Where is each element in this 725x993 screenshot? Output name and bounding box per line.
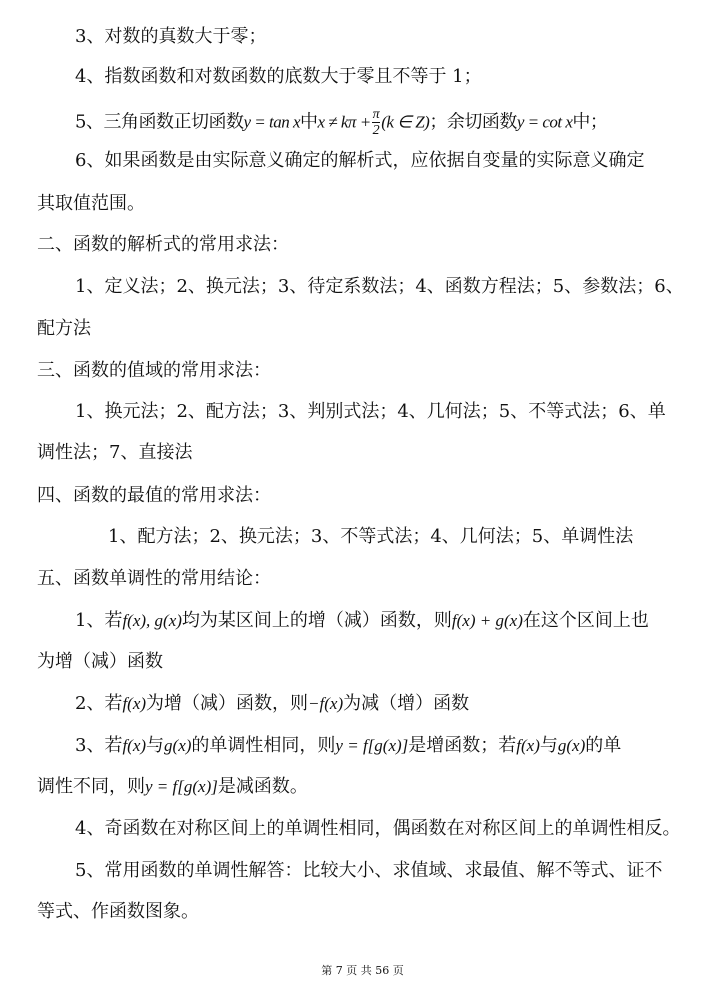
text-line bbox=[108, 525, 633, 549]
math-expression: −f(x) bbox=[308, 694, 344, 713]
text-segment: 调性不同，则 bbox=[37, 776, 145, 797]
math-expression: (k ∈ Z) bbox=[381, 112, 430, 132]
math-expression: f(x) + g(x) bbox=[451, 611, 523, 630]
text-segment: 其取值范围。 bbox=[37, 193, 145, 214]
math-expression: y = tan x bbox=[243, 112, 300, 132]
text-segment: 3、若 bbox=[75, 735, 123, 756]
text-line bbox=[37, 233, 289, 257]
text-line bbox=[37, 484, 271, 508]
math-expression: f(x) bbox=[122, 736, 147, 755]
text-line bbox=[75, 692, 469, 716]
text-line bbox=[37, 359, 271, 383]
text-segment: 1、若 bbox=[75, 610, 123, 631]
text-segment: 等式、作函数图象。 bbox=[37, 901, 199, 922]
text-line bbox=[75, 609, 649, 633]
math-expression: f(x) bbox=[516, 736, 540, 755]
text-segment: 为减（增）函数 bbox=[343, 693, 470, 714]
text-segment: 3、对数的真数大于零； bbox=[75, 26, 267, 47]
text-segment: 5、常用函数的单调性解答：比较大小、求值域、求最值、解不等式、证不 bbox=[75, 860, 663, 881]
text-line bbox=[75, 817, 680, 841]
math-expression: f(x) bbox=[122, 694, 147, 713]
text-segment: 2、若 bbox=[75, 693, 123, 714]
text-segment: 调性法；7、直接法 bbox=[37, 442, 193, 463]
text-segment: 四、函数的最值的常用求法： bbox=[37, 485, 271, 506]
text-line bbox=[37, 650, 163, 674]
text-segment: 是减函数。 bbox=[217, 776, 308, 797]
fraction-numerator: π bbox=[372, 107, 380, 122]
text-segment: 与 bbox=[146, 735, 165, 756]
text-line bbox=[37, 441, 192, 465]
page-footer: 第 7 页 共 56 页 bbox=[321, 964, 404, 977]
text-line bbox=[75, 107, 607, 138]
text-line bbox=[75, 859, 662, 883]
math-expression: f(x), g(x) bbox=[122, 611, 182, 630]
text-line bbox=[75, 275, 684, 299]
math-expression: g(x) bbox=[164, 736, 192, 755]
text-line bbox=[75, 65, 482, 89]
text-segment: 与 bbox=[539, 735, 558, 756]
text-line bbox=[37, 900, 199, 924]
text-segment: 6、如果函数是由实际意义确定的解析式，应依据自变量的实际意义确定 bbox=[75, 150, 645, 171]
text-line bbox=[75, 400, 666, 424]
text-segment: ；余切函数 bbox=[429, 111, 517, 133]
text-segment: 的单 bbox=[585, 735, 622, 756]
text-segment: 三、函数的值域的常用求法： bbox=[37, 360, 271, 381]
text-segment: 二、函数的解析式的常用求法： bbox=[37, 234, 289, 255]
text-line bbox=[75, 25, 266, 49]
text-segment: 的单调性相同，则 bbox=[191, 735, 336, 756]
text-line bbox=[37, 775, 308, 799]
math-expression: y = cot x bbox=[516, 112, 573, 132]
text-segment: 1、定义法；2、换元法；3、待定系数法；4、函数方程法；5、参数法；6、 bbox=[75, 276, 684, 297]
math-expression: x ≠ kπ + bbox=[317, 112, 371, 132]
text-segment: 配方法 bbox=[37, 318, 91, 339]
math-expression: y = f[g(x)] bbox=[335, 736, 409, 755]
text-line bbox=[75, 149, 644, 173]
text-line bbox=[37, 567, 271, 591]
math-expression: y = f[g(x)] bbox=[145, 777, 218, 796]
math-expression: g(x) bbox=[557, 736, 586, 755]
text-line bbox=[37, 192, 145, 216]
fraction bbox=[372, 107, 381, 138]
text-segment: 五、函数单调性的常用结论： bbox=[37, 568, 271, 589]
text-segment: 均为某区间上的增（减）函数，则 bbox=[181, 610, 452, 631]
text-segment: 为增（减）函数，则 bbox=[146, 693, 309, 714]
fraction-denominator: 2 bbox=[372, 123, 380, 138]
text-segment: 是增函数；若 bbox=[408, 735, 517, 756]
text-segment: 1、配方法；2、换元法；3、不等式法；4、几何法；5、单调性法 bbox=[108, 526, 634, 547]
text-line bbox=[37, 317, 91, 341]
text-line bbox=[75, 734, 621, 758]
text-segment: 4、奇函数在对称区间上的单调性相同，偶函数在对称区间上的单调性相反。 bbox=[75, 818, 681, 839]
text-segment: 中 bbox=[300, 111, 318, 133]
text-segment: 为增（减）函数 bbox=[37, 651, 163, 672]
text-segment: 在这个区间上也 bbox=[522, 610, 649, 631]
text-segment: 1、换元法；2、配方法；3、判别式法；4、几何法；5、不等式法；6、单 bbox=[75, 401, 666, 422]
text-segment: 4、指数函数和对数函数的底数大于零且不等于 1； bbox=[75, 66, 482, 87]
text-segment: 中； bbox=[572, 111, 608, 133]
text-segment: 5、三角函数正切函数 bbox=[75, 111, 244, 133]
